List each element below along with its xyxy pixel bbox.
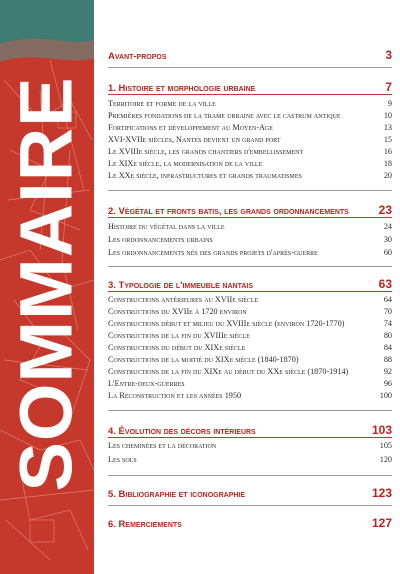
toc-item-page: 100 <box>379 391 392 400</box>
toc-section-label: 2. Végétal et fronts batis, les grands ordonnancements <box>108 206 349 217</box>
toc-item-label: XVI-XVIIe siècles, Nantes devient un grand port <box>108 135 281 144</box>
divider <box>108 505 392 506</box>
toc-item-label: Le XVIIIe siècle, les grands chantiers d'embellissement <box>108 147 304 156</box>
toc-section-page: 63 <box>378 277 392 291</box>
toc-item-label: Les sols <box>108 455 137 464</box>
toc-item[interactable] <box>108 111 392 120</box>
toc-section-page: 123 <box>371 486 392 500</box>
table-of-contents <box>108 0 400 574</box>
toc-item-label: La Reconstruction et les années 1950 <box>108 391 242 400</box>
toc-item-label: Le XIXe siècle, la modernisation de la ville <box>108 159 263 168</box>
toc-item-page: 30 <box>383 235 392 244</box>
divider <box>108 475 392 476</box>
toc-item-page: 64 <box>383 295 392 304</box>
toc-item[interactable] <box>108 331 392 340</box>
toc-item-label: Le XXe siècle, infrastructures et grands traumatismes <box>108 171 302 180</box>
toc-item-page: 10 <box>383 111 392 120</box>
divider <box>108 266 392 267</box>
toc-section-label: 1. Histoire et morphologie urbaine <box>108 83 256 94</box>
toc-item-page: 16 <box>383 147 392 156</box>
divider <box>108 67 392 68</box>
toc-item-page: 24 <box>383 222 392 231</box>
section-underline <box>108 217 392 218</box>
toc-item-page: 74 <box>383 319 392 328</box>
toc-item-page: 13 <box>383 123 392 132</box>
toc-item[interactable] <box>108 455 392 464</box>
toc-item[interactable] <box>108 379 392 388</box>
toc-section-page: 7 <box>385 80 392 94</box>
toc-section-label: 3. Typologie de l'immeuble nantais <box>108 280 254 291</box>
toc-section-3[interactable] <box>108 277 392 291</box>
toc-section-page: 127 <box>371 516 392 530</box>
toc-item[interactable] <box>108 123 392 132</box>
toc-section-5[interactable] <box>108 486 392 500</box>
toc-item[interactable] <box>108 222 392 231</box>
section-underline <box>108 437 392 438</box>
sidebar-band <box>0 0 94 574</box>
divider <box>108 410 392 411</box>
toc-item[interactable] <box>108 235 392 244</box>
toc-item-label: L'Entre-deux-guerres <box>108 379 185 388</box>
toc-item-label: Les ordonnancements nés des grands projets d'après-guerre <box>108 248 318 257</box>
toc-item[interactable] <box>108 135 392 144</box>
toc-item-page: 120 <box>379 455 392 464</box>
toc-section-2[interactable] <box>108 203 392 217</box>
toc-item-label: Constructions début et milieu du XVIIIe siècle (environ 1720-1770) <box>108 319 345 328</box>
toc-foreword[interactable] <box>108 48 392 62</box>
toc-item-page: 96 <box>383 379 392 388</box>
toc-section-4[interactable] <box>108 423 392 437</box>
toc-item-label: Constructions du début du XIXe siècle <box>108 343 246 352</box>
toc-item-page: 80 <box>383 331 392 340</box>
toc-item-label: Histoire du végétal dans la ville <box>108 222 225 231</box>
toc-section-label: 6. Remerciements <box>108 519 182 530</box>
toc-item-label: Constructions du XVIIe à 1720 environ <box>108 307 247 316</box>
toc-item-page: 18 <box>383 159 392 168</box>
toc-item-page: 9 <box>387 99 392 108</box>
toc-item[interactable] <box>108 319 392 328</box>
toc-item-label: Constructions de la fin du XIXe au début du XXe siècle (1870-1914) <box>108 367 349 376</box>
toc-item[interactable] <box>108 248 392 257</box>
toc-section-label: 4. Évolution des décors intérieurs <box>108 426 256 437</box>
toc-item-label: Premières fondations de la trame urbaine avec le castrum antique <box>108 111 341 120</box>
toc-item[interactable] <box>108 171 392 180</box>
toc-section-page: 103 <box>371 423 392 437</box>
toc-item-page: 20 <box>383 171 392 180</box>
toc-item[interactable] <box>108 391 392 400</box>
toc-item[interactable] <box>108 159 392 168</box>
toc-item[interactable] <box>108 147 392 156</box>
divider <box>108 190 392 191</box>
toc-item-page: 84 <box>383 343 392 352</box>
toc-foreword-label: Avant-propos <box>108 51 167 62</box>
toc-item[interactable] <box>108 441 392 450</box>
toc-item-label: Constructions de la moitié du XIXe siècle (1840-1870) <box>108 355 299 364</box>
toc-item[interactable] <box>108 295 392 304</box>
toc-item[interactable] <box>108 307 392 316</box>
toc-item-page: 70 <box>383 307 392 316</box>
toc-item[interactable] <box>108 99 392 108</box>
toc-item[interactable] <box>108 343 392 352</box>
toc-item-label: Territoire et forme de la ville <box>108 99 216 108</box>
toc-item-page: 92 <box>383 367 392 376</box>
toc-section-page: 23 <box>378 203 392 217</box>
toc-section-6[interactable] <box>108 516 392 530</box>
toc-item-label: Fortifications et développement au Moyen-Age <box>108 123 273 132</box>
toc-section-label: 5. Bibliographie et iconographie <box>108 489 246 500</box>
toc-item-label: Les cheminées et la décoration <box>108 441 217 450</box>
toc-item-page: 15 <box>383 135 392 144</box>
toc-item-label: Constructions de la fin du XVIIIe siècle <box>108 331 250 340</box>
toc-item-page: 105 <box>379 441 392 450</box>
toc-item-page: 60 <box>383 248 392 257</box>
section-underline <box>108 291 392 292</box>
section-underline <box>108 94 392 95</box>
toc-item-page: 88 <box>383 355 392 364</box>
toc-foreword-page: 3 <box>385 48 392 62</box>
toc-section-1[interactable] <box>108 80 392 94</box>
toc-item[interactable] <box>108 355 392 364</box>
toc-item[interactable] <box>108 367 392 376</box>
toc-item-label: Constructions antérieures au XVIIe siècle <box>108 295 259 304</box>
toc-item-label: Les ordonnancements urbains <box>108 235 213 244</box>
vertical-title: SOMMAIRE <box>4 76 88 492</box>
